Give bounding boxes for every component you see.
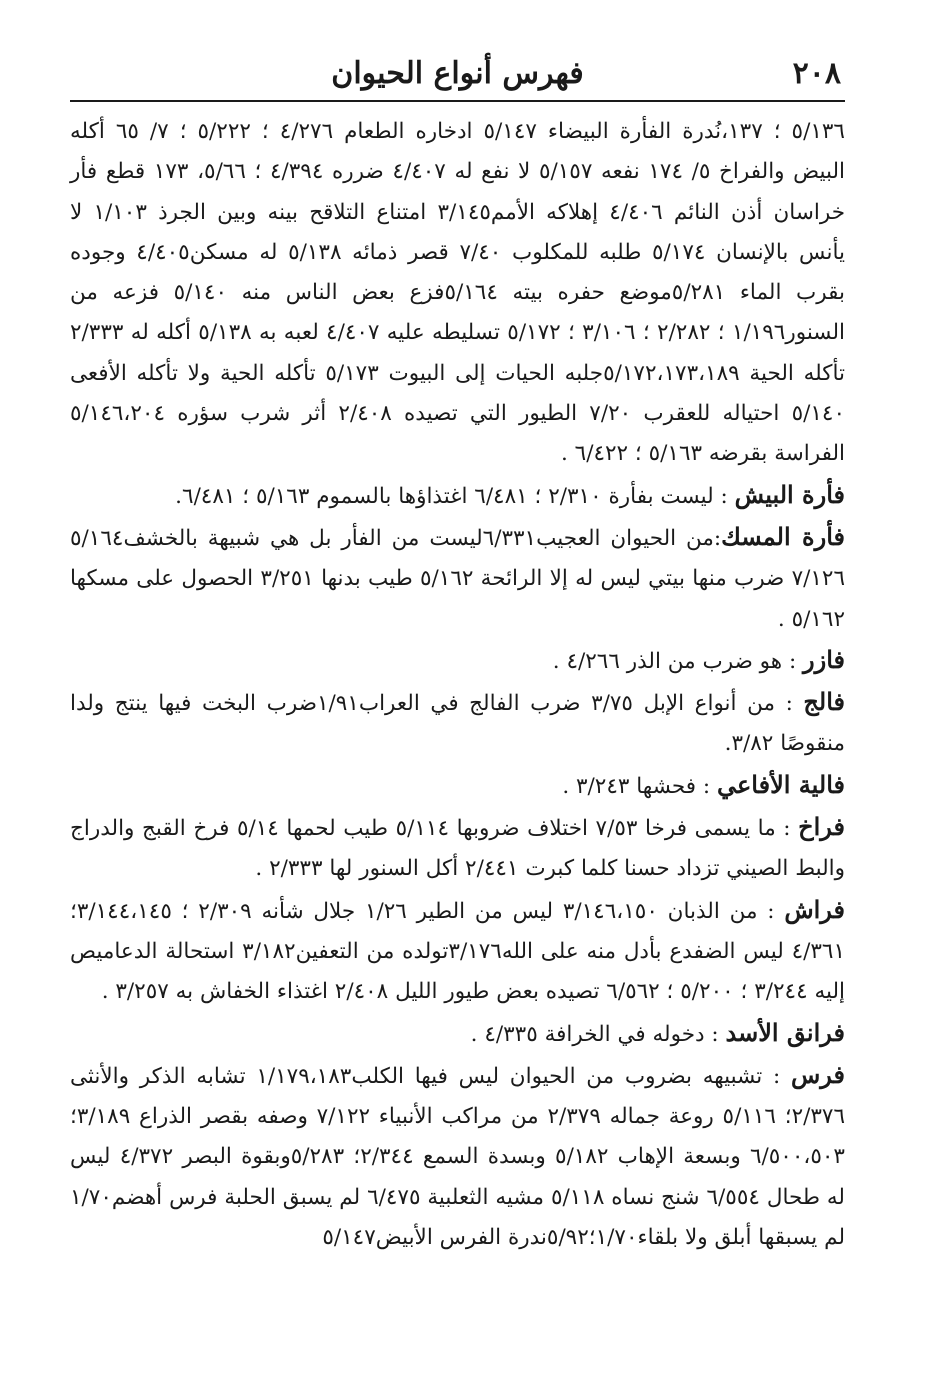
entry-headword: فرانق الأسد [725, 1017, 845, 1047]
entry-headword: فازر [803, 644, 845, 674]
index-body [70, 112, 845, 1258]
page-header [70, 50, 845, 102]
entry-text: : من الذبان ٣/١٤٦،١٥٠ ليس من الطير ١/٢٦ جلال شأنه ٢/٣٠٩ ؛ ٣/١٤٤،١٤٥؛٤/٣٦١ ليس الضفدع بأدل منه على الله٣/١٧٦تولده من التعفين٣/١٨٢ استحالة الدعاميص إليه ٣/٢٤٤ ؛ ٥/٢٠٠ ؛ ٦/٥٦٢ تصيده بعض طيور الليل ٢/٤٠٨ اغتذاء الخفاش به ٣/٢٥٧ . [70, 898, 846, 1005]
entry-headword: فالية الأفاعي [716, 769, 845, 799]
entry-text: :من الحيوان العجيب٦/٣٣١ليست من الفأر بل هي شبيهة بالخشف٥/١٦٤ ٧/١٢٦ ضرب منها بيتي ليس له إلا الرائحة ٥/١٦٢ طيب بدنها ٣/٢٥١ الحصول على مسكها ٥/١٦٢ . [70, 525, 845, 632]
entry-text: : دخوله في الخرافة ٤/٣٣٥ . [470, 1021, 726, 1047]
page-number: ٢٠٨ [792, 56, 841, 91]
index-entry [70, 890, 845, 1013]
entry-text: : تشبيهه بضروب من الحيوان ليس فيها الكلب١/١٧٩،١٨٣ تشابه الذكر والأنثى ٢/٣٧٦؛ ٥/١١٦ روعة جماله ٢/٣٧٩ من مراكب الأنبياء ٧/١٢٢ وصفه بقصر الذراع ٣/١٨٩؛ ٦/٥٠٠،٥٠٣ وبسعة الإهاب ٥/١٨٢ وبسدة السمع ٢/٣٤٤؛ ٥/٢٨٣وبقوة البصر ٤/٣٧٢ ليس له طحال ٦/٥٥٤ شنج نساه ٥/١١٨ مشيه الثعلبية ٦/٤٧٥ لم يسبق الحلبة فرس أهضم١/٧٠ لم يسبقها أبلق ولا بلقاء١/٧٠؛٥/٩٢ندرة الفرس الأبيض٥/١٤٧ [70, 1063, 845, 1251]
index-entry [70, 765, 845, 807]
index-entry [70, 1055, 845, 1258]
entry-headword: فأرة المسك [721, 521, 846, 551]
index-entry [70, 682, 845, 765]
entry-headword: فراش [784, 894, 845, 924]
index-entry [70, 1013, 845, 1055]
entry-text: ٥/١٣٦ ؛ ١٣٧،نُدرة الفأرة البيضاء ٥/١٤٧ ادخاره الطعام ٤/٢٧٦ ؛ ٥/٢٢٢ ؛ ٧/ ٦٥ أكله البيض والفراخ ٥/ ١٧٤ نفعه ٥/١٥٧ لا نفع له ٤/٤٠٧ ضرره ٤/٣٩٤ ؛ ٥/٦٦، ١٧٣ قطع فأر خراسان أذن النائم ٤/٤٠٦ إهلاكه الأمم٣/١٤٥ امتناع التلاقح بينه وبين الجرذ ١/١٠٣ لا يأنس بالإنسان ٥/١٧٤ طلبه للمكلوب ٧/٤٠ قصر ذمائه ٥/١٣٨ له مسكن٤/٤٠٥ وجوده بقرب الماء ٥/٢٨١موضع حفره بيته ٥/١٦٤فزع بعض الناس منه ٥/١٤٠ فزعه من السنور١/١٩٦ ؛ ٢/٢٨٢ ؛ ٣/١٠٦ ؛ ٥/١٧٢ تسليطه عليه ٤/٤٠٧ لعبه به ٥/١٣٨ أكله له ٢/٣٣٣ تأكله الحية ٥/١٧٢،١٧٣،١٨٩جلبه الحيات إلى البيوت ٥/١٧٣ تأكله الحية ولا تأكله الأفعى ٥/١٤٠ احتياله للعقرب ٧/٢٠ الطيور التي تصيده ٢/٤٠٨ أثر شرب سؤره ٥/١٤٦،٢٠٤ الفراسة بقرضه ٥/١٦٣ ؛ ٦/٤٢٢ . [70, 119, 846, 467]
entry-headword: فأرة البيش [734, 479, 845, 509]
entry-text: : من أنواع الإبل ٣/٧٥ ضرب الفالج في العراب١/٩١ضرب البخت فيها ينتج ولدا منقوصًا ٣/٨٢. [70, 691, 845, 757]
index-entry [70, 807, 845, 890]
entry-headword: فالج [803, 687, 845, 717]
entry-text: : ليست بفأرة ٢/٣١٠ ؛ ٦/٤٨١ اغتذاؤها بالسموم ٥/١٦٣ ؛ ٦/٤٨١. [175, 483, 735, 509]
index-entry [70, 517, 845, 640]
entry-headword: فراخ [798, 812, 845, 842]
entry-text: : فحشها ٣/٢٤٣ . [562, 773, 717, 799]
entry-text: : ما يسمى فرخا ٧/٥٣ اختلاف ضروبها ٥/١١٤ طيب لحمها ٥/١٤ فرخ القبج والدراج والبط الصيني تزداد حسنا كلما كبرت ٢/٤٤١ أكل السنور لها ٢/٣٣٣ . [70, 816, 845, 882]
page-title: فهرس أنواع الحيوان [331, 56, 584, 91]
entry-headword: فرس [790, 1059, 845, 1089]
index-entry-continuation [70, 112, 845, 475]
entry-text: : هو ضرب من الذر ٤/٢٦٦ . [552, 648, 804, 674]
index-entry [70, 475, 845, 517]
page [70, 50, 845, 1258]
index-entry [70, 640, 845, 682]
